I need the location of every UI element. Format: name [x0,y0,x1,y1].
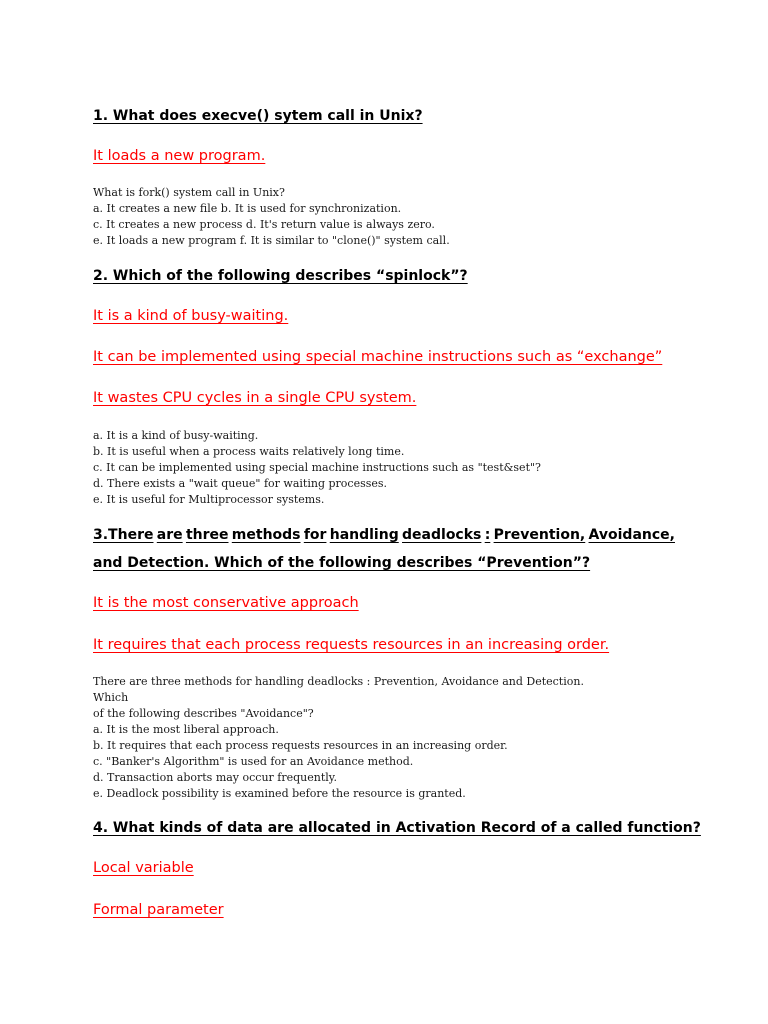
option-line: e. It loads a new program f. It is similar to "clone()" system call. [93,234,450,247]
option-line: Which [93,691,129,704]
question-2-answer-2: It can be implemented using special machine instructions such as “exchange” [93,349,663,365]
option-line: d. Transaction aborts may occur frequently. [93,771,338,784]
option-line: c. It can be implemented using special machine instructions such as "test&set"? [93,461,541,474]
option-line: a. It is the most liberal approach. [93,723,279,736]
heading-word: deadlocks [402,527,482,543]
question-3-answer-1: It is the most conservative approach [93,595,359,611]
question-4-answer-2: Formal parameter [93,902,224,918]
option-line: a. It creates a new file b. It is used for synchronization. [93,202,402,215]
question-1-options [93,185,450,249]
question-2-answer-1: It is a kind of busy-waiting. [93,308,289,324]
option-line: d. There exists a "wait queue" for waiting processes. [93,477,388,490]
heading-word: : [484,527,491,543]
option-line: a. It is a kind of busy-waiting. [93,429,259,442]
heading-word: are [156,527,183,543]
question-1-heading: 1. What does execve() sytem call in Unix? [93,108,423,124]
heading-word: Avoidance, [588,527,675,543]
option-line: There are three methods for handling deadlocks : Prevention, Avoidance and Detection. [93,675,584,688]
question-4-answer-1: Local variable [93,860,194,876]
option-line: of the following describes "Avoidance"? [93,707,314,720]
heading-word: methods [231,527,301,543]
question-1-answer-1: It loads a new program. [93,148,266,164]
option-line: c. "Banker's Algorithm" is used for an Avoidance method. [93,755,414,768]
heading-word: three [185,527,229,543]
question-3-heading [93,521,675,577]
question-3-answer-2: It requires that each process requests resources in an increasing order. [93,637,610,653]
question-3-options [93,674,584,802]
option-line: What is fork() system call in Unix? [93,186,285,199]
question-3-heading-line-1 [93,521,675,549]
heading-word: for [303,527,327,543]
question-2-heading: 2. Which of the following describes “spinlock”? [93,268,468,284]
heading-word: 3.There [93,527,154,543]
question-4-heading: 4. What kinds of data are allocated in Activation Record of a called function? [93,820,701,836]
heading-word: handling [329,527,399,543]
option-line: b. It requires that each process requests resources in an increasing order. [93,739,508,752]
option-line: e. Deadlock possibility is examined before the resource is granted. [93,787,466,800]
heading-word: Prevention, [493,527,586,543]
option-line: e. It is useful for Multiprocessor systems. [93,493,325,506]
question-3-heading-line-2: and Detection. Which of the following describes “Prevention”? [93,555,591,571]
question-2-answer-3: It wastes CPU cycles in a single CPU system. [93,390,417,406]
option-line: b. It is useful when a process waits relatively long time. [93,445,405,458]
question-2-options [93,428,541,508]
option-line: c. It creates a new process d. It's return value is always zero. [93,218,435,231]
